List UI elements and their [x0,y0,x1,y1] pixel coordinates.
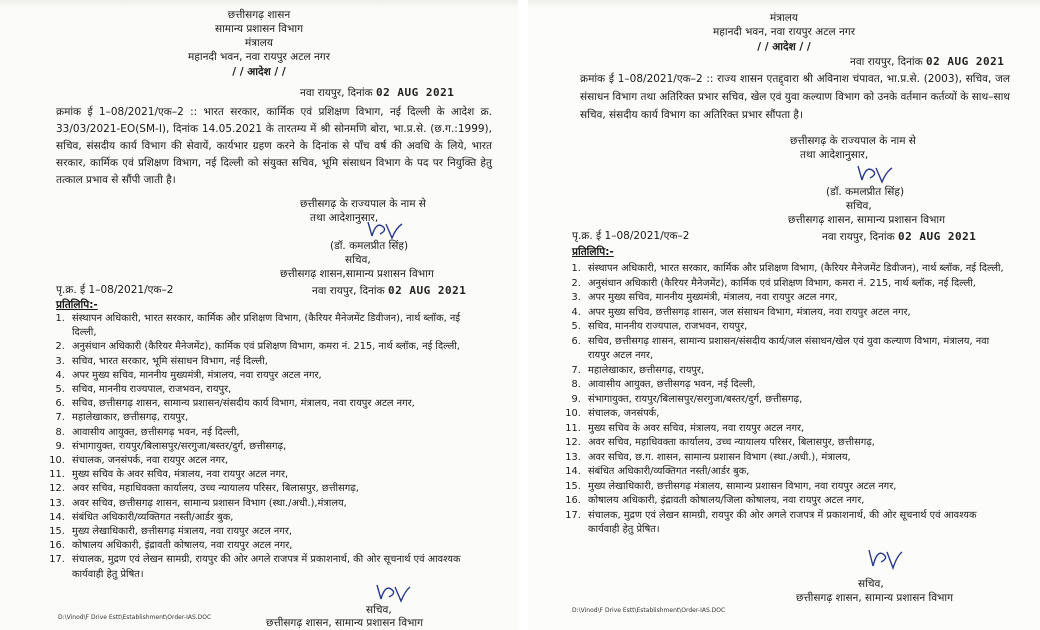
right-date-place-2: नवा रायपुर, दिनांक [822,231,895,243]
page-divider [518,0,528,630]
right-signature-icon-2 [864,544,904,572]
left-header-department: सामान्य प्रशासन विभाग [214,23,303,35]
left-order-heading: / / आदेश / / [232,66,286,78]
right-signer-dept-2: छत्तीसगढ़ शासन, सामान्य प्रशासन विभाग [796,592,954,604]
right-cc-item: 10. संचालक, जनसंपर्क, [584,407,1008,422]
left-cc-item: 15. मुख्य लेखाधिकारी, छत्तीसगढ़ मंत्रालय, नवा रायपुर अटल नगर, [68,525,482,539]
left-cc-item: 4. अपर मुख्य सचिव, माननीय मुख्यमंत्री, मंत्रालय, नवा रायपुर अटल नगर, [68,369,482,383]
right-cc-item: 4. अपर मुख्य सचिव, छत्तीसगढ़ शासन, जल संसाधन विभाग, मंत्रालय, नवा रायपुर अटल नगर, [584,306,1008,321]
left-cc-item: 17. संचालक, मुद्रण एवं लेखन सामग्री, रायपुर की ओर अगले राजपत्र में प्रकाशनार्थ, की ओर सूचनार्थ एवं आवश्यक कार्यवाही हेतु प्रेषित। [68,553,482,581]
left-cc-item: 6. सचिव, छत्तीसगढ़ शासन, सामान्य प्रशासन/संसदीय कार्य विभाग, मंत्रालय, नवा रायपुर अटल नगर, [68,397,482,411]
right-order-paragraph: क्रमांक ई 1–08/2021/एक–2 :: राज्य शासन एतद्द्वारा श्री अविनाश चंपावत, भा.प्र.से. (2003), सचिव, जल संसाधन विभाग तथा अतिरिक्त प्रभार सचिव, खेल एवं युवा कल्याण विभाग को उनके वर्तमान कर्तव्यों के साथ–साथ सचिव, संसदीय कार्य विभाग का अतिरिक्त प्रभार सौंपता है। [580,73,1010,121]
right-header-ministry: मंत्रालय [769,12,798,24]
right-cc-item: 17. संचालक, मुद्रण एवं लेखन सामग्री, रायपुर की ओर अगले राजपत्र में प्रकाशनार्थ, की ओर सूचनार्थ एवं आवश्यक कार्यवाही हेतु प्रेषित। [584,509,1008,538]
left-cc-item: 5. सचिव, माननीय राज्यपाल, राजभवन, रायपुर, [68,383,482,397]
right-cc-item: 12. अवर सचिव, महाधिवक्ता कार्यालय, उच्च न्यायालय परिसर, बिलासपुर, छत्तीसगढ़, [584,436,1008,451]
left-cc-item: 3. सचिव, भारत सरकार, भूमि संसाधन विभाग, नई दिल्ली, [68,355,482,369]
scan-shadow-right [528,0,1040,8]
right-cc-list [568,262,1008,538]
left-cc-item: 2. अनुसंधान अधिकारी (कैरियर मैनेजमेंट), कार्मिक एवं प्रशिक्षण विभाग, कमरा नं. 215, नार्थ ब्लॉक, नई दिल्ली, [68,340,482,354]
left-date-place-2: नवा रायपुर, दिनांक [312,285,385,297]
right-order-page [528,0,1040,630]
left-order-paragraph: क्रमांक ई 1–08/2021/एक–2 :: भारत सरकार, कार्मिक एवं प्रशिक्षण विभाग, नई दिल्ली के आदेश क्र. 33/03/2021-EO(SM-I), दिनांक 14.05.2021 के तारतम्य में श्री सोनमणि बोरा, भा.प्र.से. (छ.ग.:1999), सचिव, संसदीय कार्य विभाग की सेवायें, कार्यभार ग्रहण करने के दिनांक से पाँच वर्ष की अवधि के लिये, भारत सरकार, कार्मिक एवं प्रशिक्षण विभाग, नई दिल्ली को संयुक्त सचिव, भूमि संसाधन विभाग के पद पर नियुक्ति हेतु तत्काल प्रभाव से सौंपी जाती है। [56,106,492,186]
left-cc-item: 16. कोषालय अधिकारी, इंद्रावती कोषालय, नवा रायपुर अटल नगर, [68,539,482,553]
left-signer-dept: छत्तीसगढ़ शासन,सामान्य प्रशासन विभाग [280,268,434,280]
right-header-address: महानदी भवन, नवा रायपुर अटल नगर [713,26,855,38]
left-signer-dept-2: छत्तीसगढ़ शासन, सामान्य प्रशासन विभाग [266,617,424,629]
left-footer-path: D:\Vinod\F Drive Estt\Establishment\Order-IAS.DOC [58,614,212,621]
right-cc-item: 6. सचिव, छत्तीसगढ़ शासन, सामान्य प्रशासन/संसदीय कार्य/जल संसाधन/खेल एवं युवा कल्याण विभाग, मंत्रालय, नवा रायपुर अटल नगर, [584,335,1008,364]
right-by-order-1: छत्तीसगढ़ के राज्यपाल के नाम से [790,135,916,147]
right-date-stamp-2: 02 AUG 2021 [898,230,977,243]
right-cc-item: 8. आवासीय आयुक्त, छत्तीसगढ़ भवन, नई दिल्ली, [584,378,1008,393]
left-cc-item: 10. संचालक, जनसंपर्क, नवा रायपुर अटल नगर, [68,454,482,468]
left-cc-item: 11. मुख्य सचिव के अवर सचिव, मंत्रालय, नवा रायपुर अटल नगर, [68,468,482,482]
left-signature-icon [362,216,406,242]
left-date-line-2 [312,284,466,298]
right-cc-item: 16. कोषालय अधिकारी, इंद्रावती कोषालय/जिला कोषालय, नवा रायपुर अटल नगर, [584,494,1008,509]
left-date-place: नवा रायपुर, दिनांक [300,87,373,99]
right-signature-icon [852,160,896,186]
left-signer-designation: सचिव, [345,254,371,266]
left-cc-list [52,312,482,582]
left-date-line [300,86,454,100]
left-by-order-1: छत्तीसगढ़ के राज्यपाल के नाम से [300,198,426,210]
right-cc-item: 13. अवर सचिव, छ.ग. शासन, सामान्य प्रशासन विभाग (स्था./अधी.), मंत्रालय, [584,451,1008,466]
right-cc-item: 2. अनुसंधान अधिकारी (कैरियर मैनेजमेंट), कार्मिक एवं प्रशिक्षण विभाग, कमरा नं. 215, नार्थ ब्लॉक, नई दिल्ली, [584,277,1008,292]
right-cc-item: 11. मुख्य सचिव के अवर सचिव, मंत्रालय, नवा रायपुर अटल नगर, [584,422,1008,437]
left-signer-designation-2: सचिव, [366,604,392,616]
left-cc-item: 13. अवर सचिव, छत्तीसगढ़ शासन, सामान्य प्रशासन विभाग (स्था./अधी.),मंत्रालय, [68,497,482,511]
left-signature-icon-2 [372,580,412,604]
right-date-line [850,55,1004,69]
right-cc-title: प्रतिलिपि:- [572,246,614,258]
left-header-address: महानदी भवन, नवा रायपुर अटल नगर [188,51,330,63]
right-order-heading: / / आदेश / / [757,41,811,53]
right-date-line-2 [822,230,976,244]
right-cc-item: 7. महालेखाकार, छत्तीसगढ़, रायपुर, [584,364,1008,379]
right-signer-designation-2: सचिव, [858,578,884,590]
right-cc-item: 14. संबंधित अधिकारी/व्यक्तिगत नस्ती/आर्डर बुक, [584,465,1008,480]
left-cc-item: 1. संस्थापन अधिकारी, भारत सरकार, कार्मिक और प्रशिक्षण विभाग, (कैरियर मैनेजमेंट डिवीजन), नार्थ ब्लॉक, नई दिल्ली, [68,312,482,340]
right-signer-designation: सचिव, [846,200,872,212]
left-header-ministry: मंत्रालय [244,37,273,49]
left-date-stamp-2: 02 AUG 2021 [388,284,467,297]
left-header-state: छत्तीसगढ़ शासन [227,9,291,21]
left-order-page [0,0,518,630]
right-cc-item: 9. संभागायुक्त, रायपुर/बिलासपुर/सरगुजा/बस्तर/दुर्ग, छत्तीसगढ़, [584,393,1008,408]
left-cc-title: प्रतिलिपि:- [56,299,98,311]
left-cc-item: 9. संभागायुक्त, रायपुर/बिलासपुर/सरगुजा/बस्तर/दुर्ग, छत्तीसगढ़, [68,440,482,454]
left-cc-item: 8. आवासीय आयुक्त, छत्तीसगढ़ भवन, नई दिल्ली, [68,426,482,440]
right-cc-item: 15. मुख्य लेखाधिकारी, छत्तीसगढ़ मंत्रालय, सामान्य प्रशासन विभाग, नवा रायपुर अटल नगर, [584,480,1008,495]
right-footer-path: D:\Vinod\F Drive Estt\Establishment\Order-IAS.DOC [572,607,726,614]
left-by-order-2: तथा आदेशानुसार, [310,212,379,224]
right-cc-item: 5. सचिव, माननीय राज्यपाल, राजभवन, रायपुर, [584,320,1008,335]
right-by-order-2: तथा आदेशानुसार, [800,149,869,161]
left-signer-name: (डॉ. कमलप्रीत सिंह) [330,240,409,252]
left-cc-item: 12. अवर सचिव, महाधिवक्ता कार्यालय, उच्च न्यायालय परिसर, बिलासपुर, छत्तीसगढ़, [68,482,482,496]
right-cc-item: 1. संस्थापन अधिकारी, भारत सरकार, कार्मिक और प्रशिक्षण विभाग, (कैरियर मैनेजमेंट डिवीजन), नार्थ ब्लॉक, नई दिल्ली, [584,262,1008,277]
right-signer-name: (डॉ. कमलप्रीत सिंह) [826,186,905,198]
left-cc-item: 7. महालेखाकार, छत्तीसगढ़, रायपुर, [68,411,482,425]
left-date-stamp: 02 AUG 2021 [376,86,455,99]
scan-shadow [0,0,518,8]
right-date-stamp: 02 AUG 2021 [926,55,1005,68]
right-endorsement-no: पृ.क्र. ई 1–08/2021/एक–2 [572,230,690,242]
right-date-place: नवा रायपुर, दिनांक [850,56,923,68]
left-endorsement-no: पृ.क्र. ई 1–08/2021/एक–2 [56,284,174,296]
left-cc-item: 14. संबंधित अधिकारी/व्यक्तिगत नस्ती/आर्डर बुक, [68,511,482,525]
right-signer-dept: छत्तीसगढ़ शासन, सामान्य प्रशासन विभाग [788,214,946,226]
right-cc-item: 3. अपर मुख्य सचिव, माननीय मुख्यमंत्री, मंत्रालय, नवा रायपुर अटल नगर, [584,291,1008,306]
